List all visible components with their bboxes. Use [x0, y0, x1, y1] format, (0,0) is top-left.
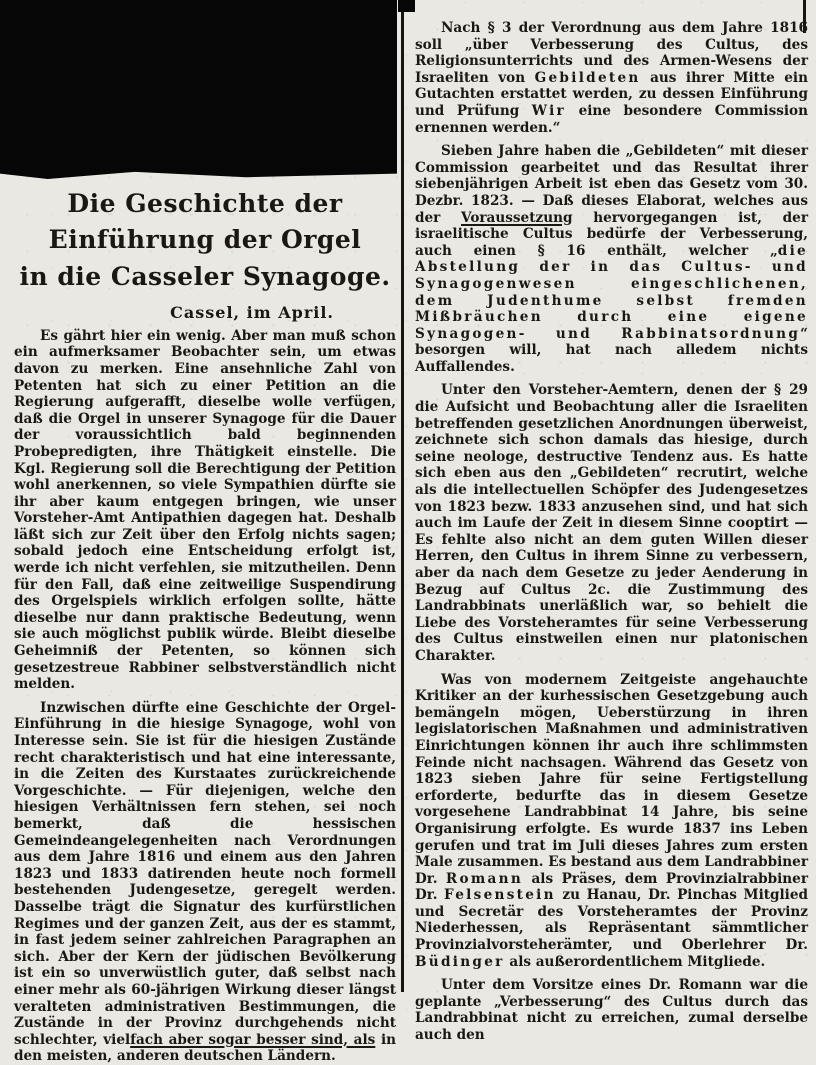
text-run: die Abstellung der in das Cultus- und Synagogenwesen eingeschlichenen, dem Judenthume selbst fremden Mißbräuchen durch eine eigene Synagogen- und Rabbinatsordnung: [415, 242, 808, 342]
column-divider-top-mark: [398, 0, 415, 12]
column-divider-rule: [401, 0, 404, 992]
article-paragraph: [14, 700, 396, 1065]
headline-line-1: Die Geschichte der Einführung der Orgel: [48, 189, 362, 255]
text-run: Felsenstein: [444, 887, 556, 904]
article-paragraph: [415, 977, 808, 1043]
text-run: eine besondere Commission ernennen werden.“: [415, 102, 808, 136]
article-paragraph: [415, 20, 808, 136]
text-run: Nach § 3 der Verordnung aus dem Jahre 1816 soll „über Verbesserung des Cultus, des Religionsunterrichts und des Armen-Wesens der Israeliten von: [415, 20, 808, 86]
dateline: Cassel, im April.: [170, 302, 334, 322]
article-paragraph: [415, 143, 808, 375]
text-run: Sieben Jahre haben die „Gebildeten“ mit dieser Commission gearbeitet und das Resultat ihrer siebenjährigen Arbeit ist eben das Gesetz vom 30. Dezbr. 1823. — Daß dieses Elaborat, welches aus der: [415, 143, 808, 226]
article-paragraph: [415, 382, 808, 664]
article-headline: [14, 186, 396, 295]
article-paragraph: [14, 328, 396, 693]
redaction-block: [0, 0, 397, 179]
text-run: Unter den Vorsteher-Aemtern, denen der § 29 die Aufsicht und Beobachtung aller die Israeliten betreffenden gesetzlichen Anordnungen überweist, zeichnete sich schon damals das hiesige, durch seine neologe, destructive Tendenz aus. Es hatte sich eben aus den „Gebildeten“ recrutirt, welche als die intellectuellen Schöpfer des Judengesetzes von 1823 bezw. 1833 anzusehen sind, und hat sich auch im Laufe der Zeit in diesem Sinne cooptirt — Es fehlte also nicht an dem guten Willen dieser Herren, den Cultus in ihrem Sinne zu verbessern, aber da nach dem Gesetze zu jeder Aenderung in Bezug auf Cultus 2c. die Zustimmung des Landrabbinats unerläßlich war, so behielt die Liebe des Vorsteheramtes für seine Verbesserung des Cultus einstweilen einen nur platonischen Charakter.: [415, 382, 808, 664]
text-run: Voraussetzung: [461, 209, 573, 226]
text-run: “ besorgen will, hat nach alledem nichts Auffallendes.: [415, 325, 808, 375]
text-run: fach aber sogar besser sind, als: [130, 1031, 376, 1048]
right-column: [415, 20, 808, 1044]
text-run: Es gährt hier ein wenig. Aber man muß schon ein aufmerksamer Beobachter sein, um etwas davon zu merken. Eine ansehnliche Zahl von Petenten hat sich zu einer Petition an die Regierung aufgerafft, dieselbe wolle verfügen, daß die Orgel in unserer Synagoge für die Dauer der voraussichtlich bald beginnenden Probepredigten, ihre Thätigkeit einstelle. Die Kgl. Regierung soll die Berechtigung der Petition wohl anerkennen, so viele Sympathien dürfte sie ihr aber kaum entgegen bringen, wie unser Vorsteher-Amt Antipathien dagegen hat. Deshalb läßt sich zur Zeit über den Erfolg nichts sagen; sobald jedoch eine Entscheidung erfolgt ist, werde ich nicht verfehlen, sie mitzutheilen. Denn für den Fall, daß eine zeitweilige Suspendirung des Orgelspiels wirklich erfolgen sollte, hätte dieselbe nur dann praktische Bedeutung, wenn sie auch möglichst publik würde. Bleibt dieselbe Geheimniß der Petenten, so können sich gesetzestreue Rabbiner selbstverständlich nicht melden.: [14, 327, 396, 693]
text-run: Romann: [445, 870, 524, 887]
right-column-paragraphs: [415, 20, 808, 1044]
left-column: [14, 186, 396, 1065]
text-run: hervorgegangen ist, der israelitische Cultus bedürfe der Verbesserung, auch einen § 16 enthält, welcher „: [415, 209, 808, 259]
text-run: Wir: [531, 102, 567, 119]
text-run: zu Hanau, Dr. Pinchas Mitglied und Secretär des Vorsteheramtes der Provinz Niederhessen, als Repräsentant sämmtlicher Provinzialvorsteherämter, und Oberlehrer Dr.: [415, 887, 808, 954]
text-run: aus ihrer Mitte ein Gutachten erstattet werden, zu dessen Einführung und Prüfung: [415, 69, 808, 119]
text-run: Inzwischen dürfte eine Geschichte der Orgel-Einführung in die hiesige Synagoge, wohl von Interesse sein. Sie ist für die hiesigen Zustände recht charakteristisch und hat eine interessante, in die Zeiten des Kurstaates zurückreichende Vorgeschichte. — Für diejenigen, welche den hiesigen Verhältnissen fern stehen, sei noch bemerkt, daß die hessischen Gemeindeangelegenheiten nach Verordnungen aus dem Jahre 1816 und einem aus den Jahren 1823 und 1833 datirenden heute noch formell bestehenden Judengesetze, geregelt werden. Dasselbe trägt die Signatur des kurfürstlichen Regimes und der ganzen Zeit, aus der es stammt, in fast jedem seiner zahlreichen Paragraphen an sich. Aber der Kern der jüdischen Bevölkerung ist ein so unverwüstlich guter, daß selbst nach einer mehr als 60-jährigen Wirkung dieser längst veralteten administrativen Bestimmungen, die Zustände in der Provinz durchgehends nicht schlechter, viel: [14, 699, 396, 1048]
text-run: Büdinger: [415, 953, 505, 970]
article-paragraph: [415, 672, 808, 971]
text-run: Gebildeten: [534, 69, 641, 86]
text-run: in den meisten, anderen deutschen Ländern.: [14, 1031, 396, 1065]
text-run: als Präses, dem Provinzialrabbiner Dr.: [415, 870, 808, 904]
left-column-paragraphs: [14, 328, 396, 1065]
text-run: Was von modernem Zeitgeiste angehauchte Kritiker an der kurhessischen Gesetzgebung auch bemängeln mögen, Ueberstürzung in ihren legislatorischen Maßnahmen und administrativen Einrichtungen können ihr auch ihre schlimmsten Feinde nicht nachsagen. Während das Gesetz von 1823 sieben Jahre für seine Fertigstellung erforderte, bedurfte das in diesem Gesetze vorgesehene Landrabbinat 14 Jahre, bis seine Organisirung erfolgte. Es wurde 1837 ins Leben gerufen und trat im Juli dieses Jahres zum ersten Male zusammen. Es bestand aus dem Landrabbiner Dr.: [415, 671, 808, 887]
text-run: Unter dem Vorsitze eines Dr. Romann war die geplante „Verbesserung“ des Cultus durch das Landrabbinat nicht zu erreichen, zumal derselbe auch den: [415, 977, 808, 1044]
text-run: als außerordentlichem Mitgliede.: [504, 953, 766, 970]
headline-line-2: in die Casseler Synagoge.: [19, 261, 391, 291]
